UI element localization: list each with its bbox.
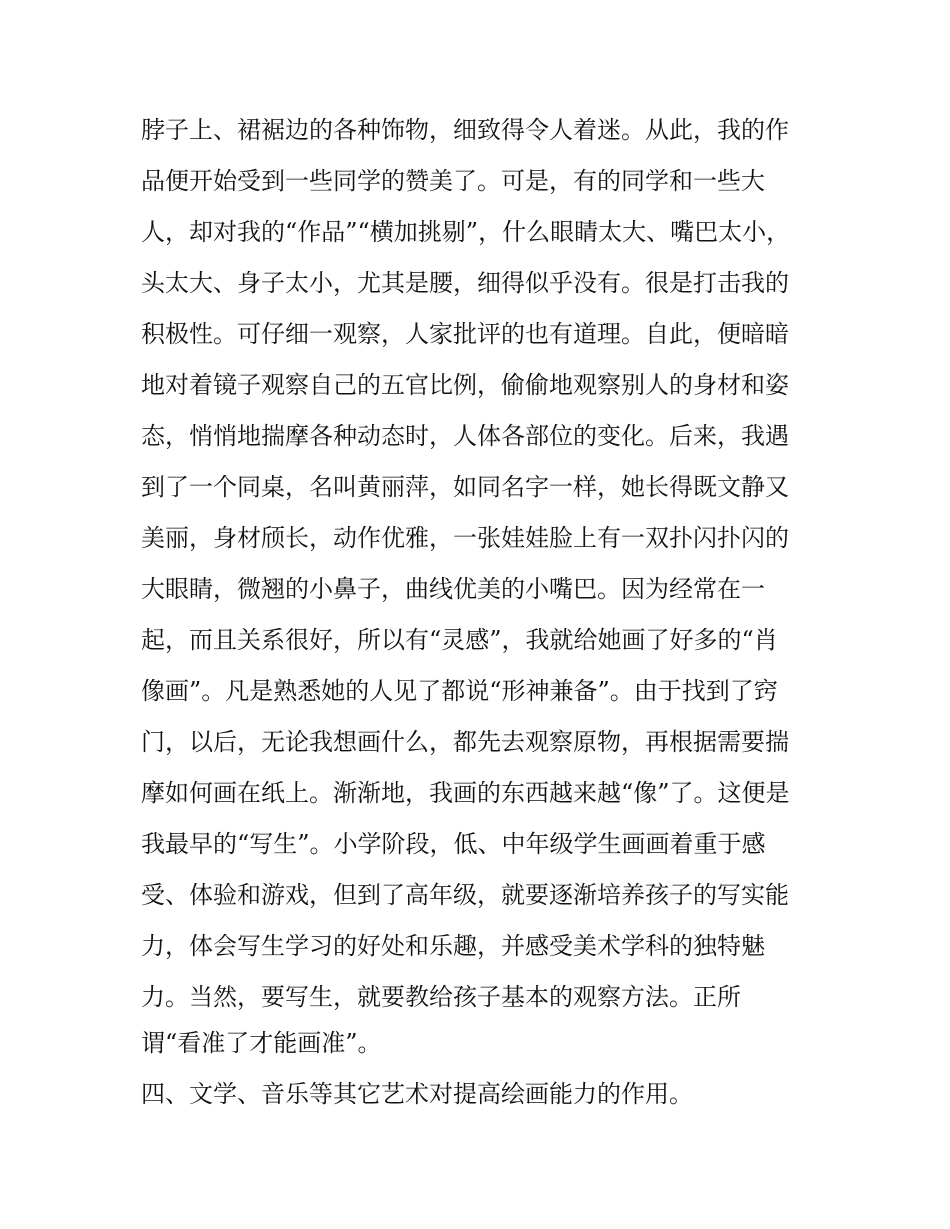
text-line: 力。当然，要写生，就要教给孩子基本的观察方法。正所 (141, 983, 741, 1011)
text-line: 谓“看准了才能画准”。 (141, 1029, 382, 1057)
text-line: 头太大、身子太小，尤其是腰，细得似乎没有。很是打击我的 (141, 269, 789, 297)
text-line: 美丽，身材颀长，动作优雅，一张娃娃脸上有一双扑闪扑闪的 (141, 524, 789, 552)
text-line: 脖子上、裙裾边的各种饰物，细致得令人着迷。从此，我的作 (141, 116, 789, 144)
text-line: 积极性。可仔细一观察，人家批评的也有道理。自此，便暗暗 (141, 320, 789, 348)
text-line: 地对着镜子观察自己的五官比例，偷偷地观察别人的身材和姿 (141, 371, 789, 399)
text-line: 力，体会写生学习的好处和乐趣，并感受美术学科的独特魅 (141, 932, 765, 960)
text-line: 我最早的“写生”。小学阶段，低、中年级学生画画着重于感 (141, 830, 766, 858)
text-line: 摩如何画在纸上。渐渐地，我画的东西越来越“像”了。这便是 (141, 779, 790, 807)
text-line: 大眼睛，微翘的小鼻子，曲线优美的小嘴巴。因为经常在一 (141, 575, 765, 603)
text-line: 门，以后，无论我想画什么，都先去观察原物，再根据需要揣 (141, 728, 789, 756)
text-line: 受、体验和游戏，但到了高年级，就要逐渐培养孩子的写实能 (141, 881, 789, 909)
text-line: 起，而且关系很好，所以有“灵感”，我就给她画了好多的“肖 (141, 626, 778, 654)
text-line: 人，却对我的“作品”“横加挑剔”，什么眼睛太大、嘴巴太小， (141, 218, 791, 246)
section-heading: 四、文学、音乐等其它艺术对提高绘画能力的作用。 (141, 1080, 693, 1108)
text-line: 态，悄悄地揣摩各种动态时，人体各部位的变化。后来，我遇 (141, 422, 789, 450)
text-line: 到了一个同桌，名叫黄丽萍，如同名字一样，她长得既文静又 (141, 473, 789, 501)
text-line: 品便开始受到一些同学的赞美了。可是，有的同学和一些大 (141, 167, 765, 195)
text-line: 像画”。凡是熟悉她的人见了都说“形神兼备”。由于找到了窍 (141, 677, 778, 705)
